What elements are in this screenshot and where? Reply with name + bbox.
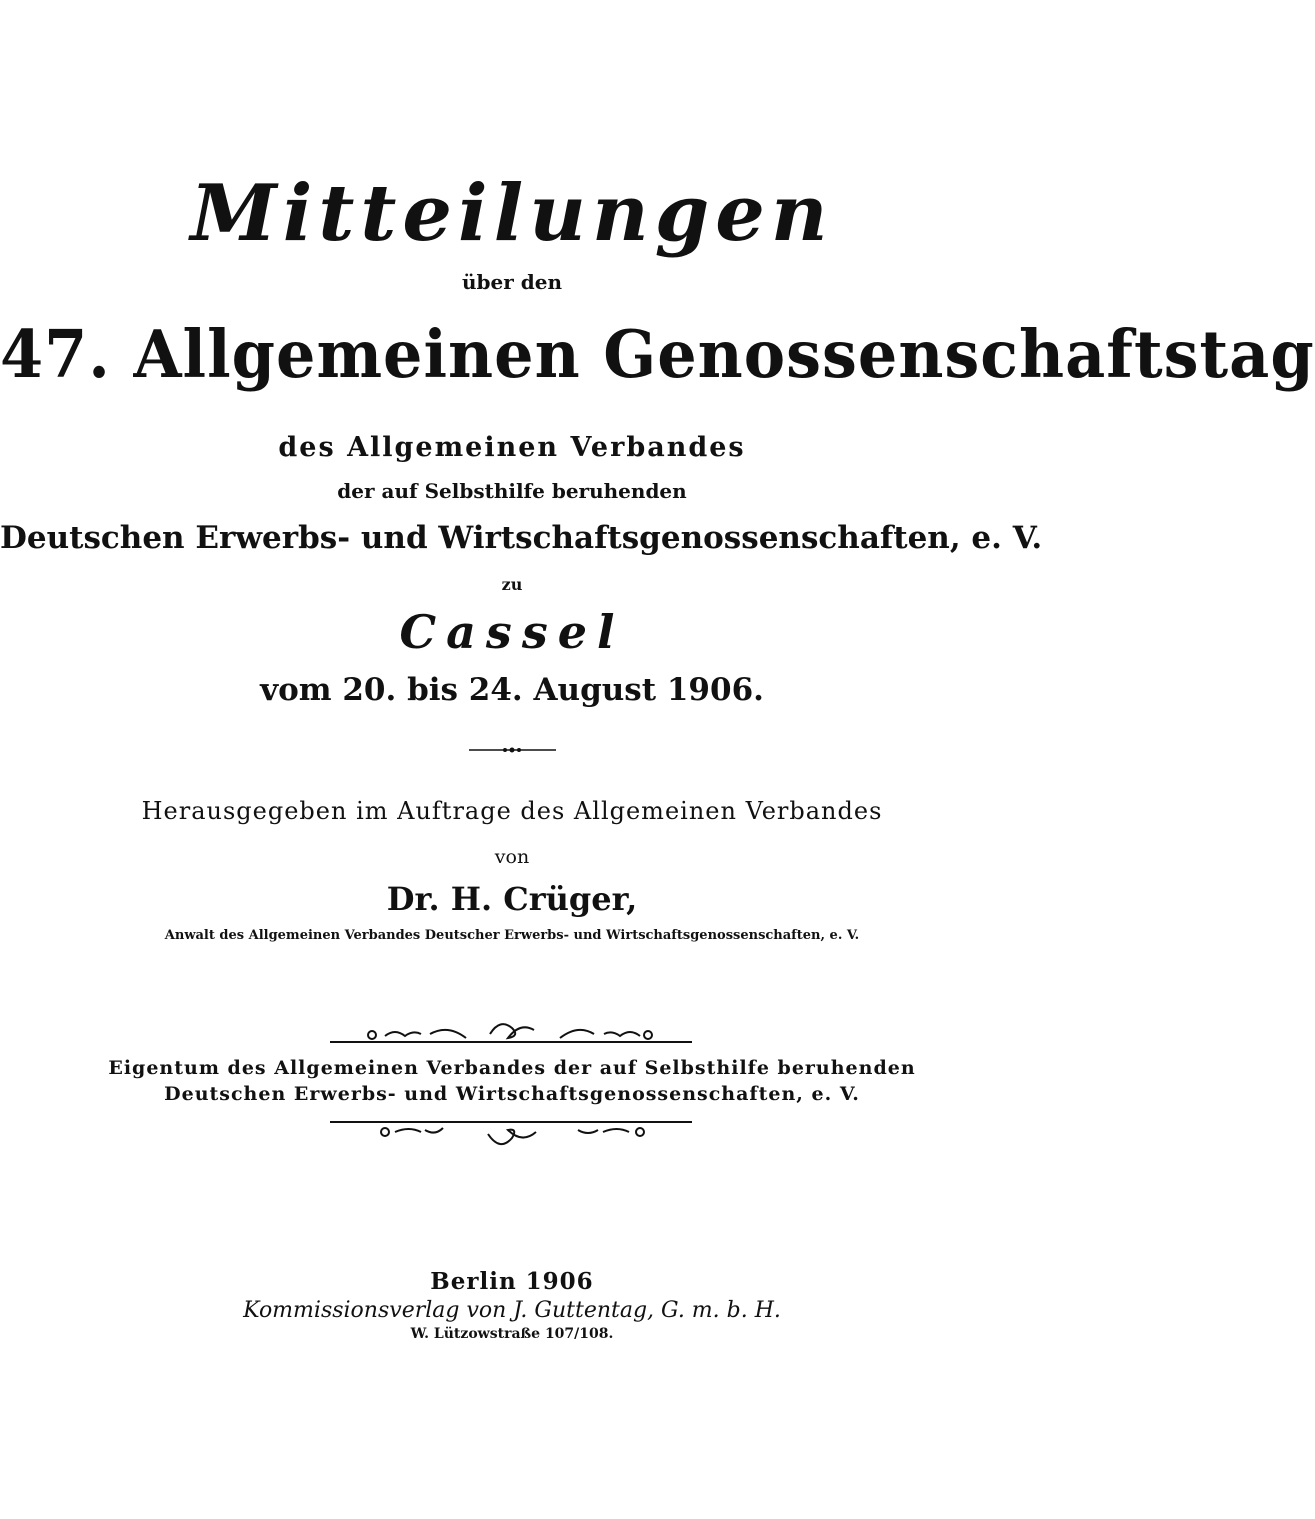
publisher-name: Kommissionsverlag von J. Guttentag, G. m. b. H.: [243, 1298, 781, 1323]
subtitle-prefix: über den: [462, 270, 562, 294]
small-rule-ornament: [469, 748, 556, 753]
editor-prefix: von: [494, 846, 530, 868]
editor-line: Herausgegeben im Auftrage des Allgemeinen Verbandes: [141, 797, 883, 825]
place-name: Cassel: [399, 605, 625, 659]
publisher-address: W. Lützowstraße 107/108.: [410, 1326, 614, 1342]
ownership-line-2: Deutschen Erwerbs- und Wirtschaftsgenossenschaften, e. V.: [164, 1083, 860, 1105]
main-title: Mitteilungen: [190, 168, 834, 259]
lower-ornament-divider: [330, 1122, 692, 1144]
association-line-3: Deutschen Erwerbs- und Wirtschaftsgenossenschaften, e. V.: [0, 520, 1043, 556]
publisher-city-year: Berlin 1906: [430, 1268, 594, 1295]
event-title: 47. Allgemeinen Genossenschaftstag: [0, 316, 1315, 393]
ownership-line-1: Eigentum des Allgemeinen Verbandes der auf Selbsthilfe beruhenden: [108, 1057, 916, 1079]
author-role: Anwalt des Allgemeinen Verbandes Deutscher Erwerbs- und Wirtschaftsgenossenschaften, e. V.: [164, 928, 860, 943]
association-line-2: der auf Selbsthilfe beruhenden: [337, 479, 687, 503]
upper-ornament-divider: [330, 1024, 692, 1042]
event-dates: vom 20. bis 24. August 1906.: [260, 672, 764, 708]
author-name: Dr. H. Crüger,: [386, 880, 638, 918]
association-line-1: des Allgemeinen Verbandes: [278, 432, 746, 463]
place-prefix: zu: [501, 575, 523, 594]
